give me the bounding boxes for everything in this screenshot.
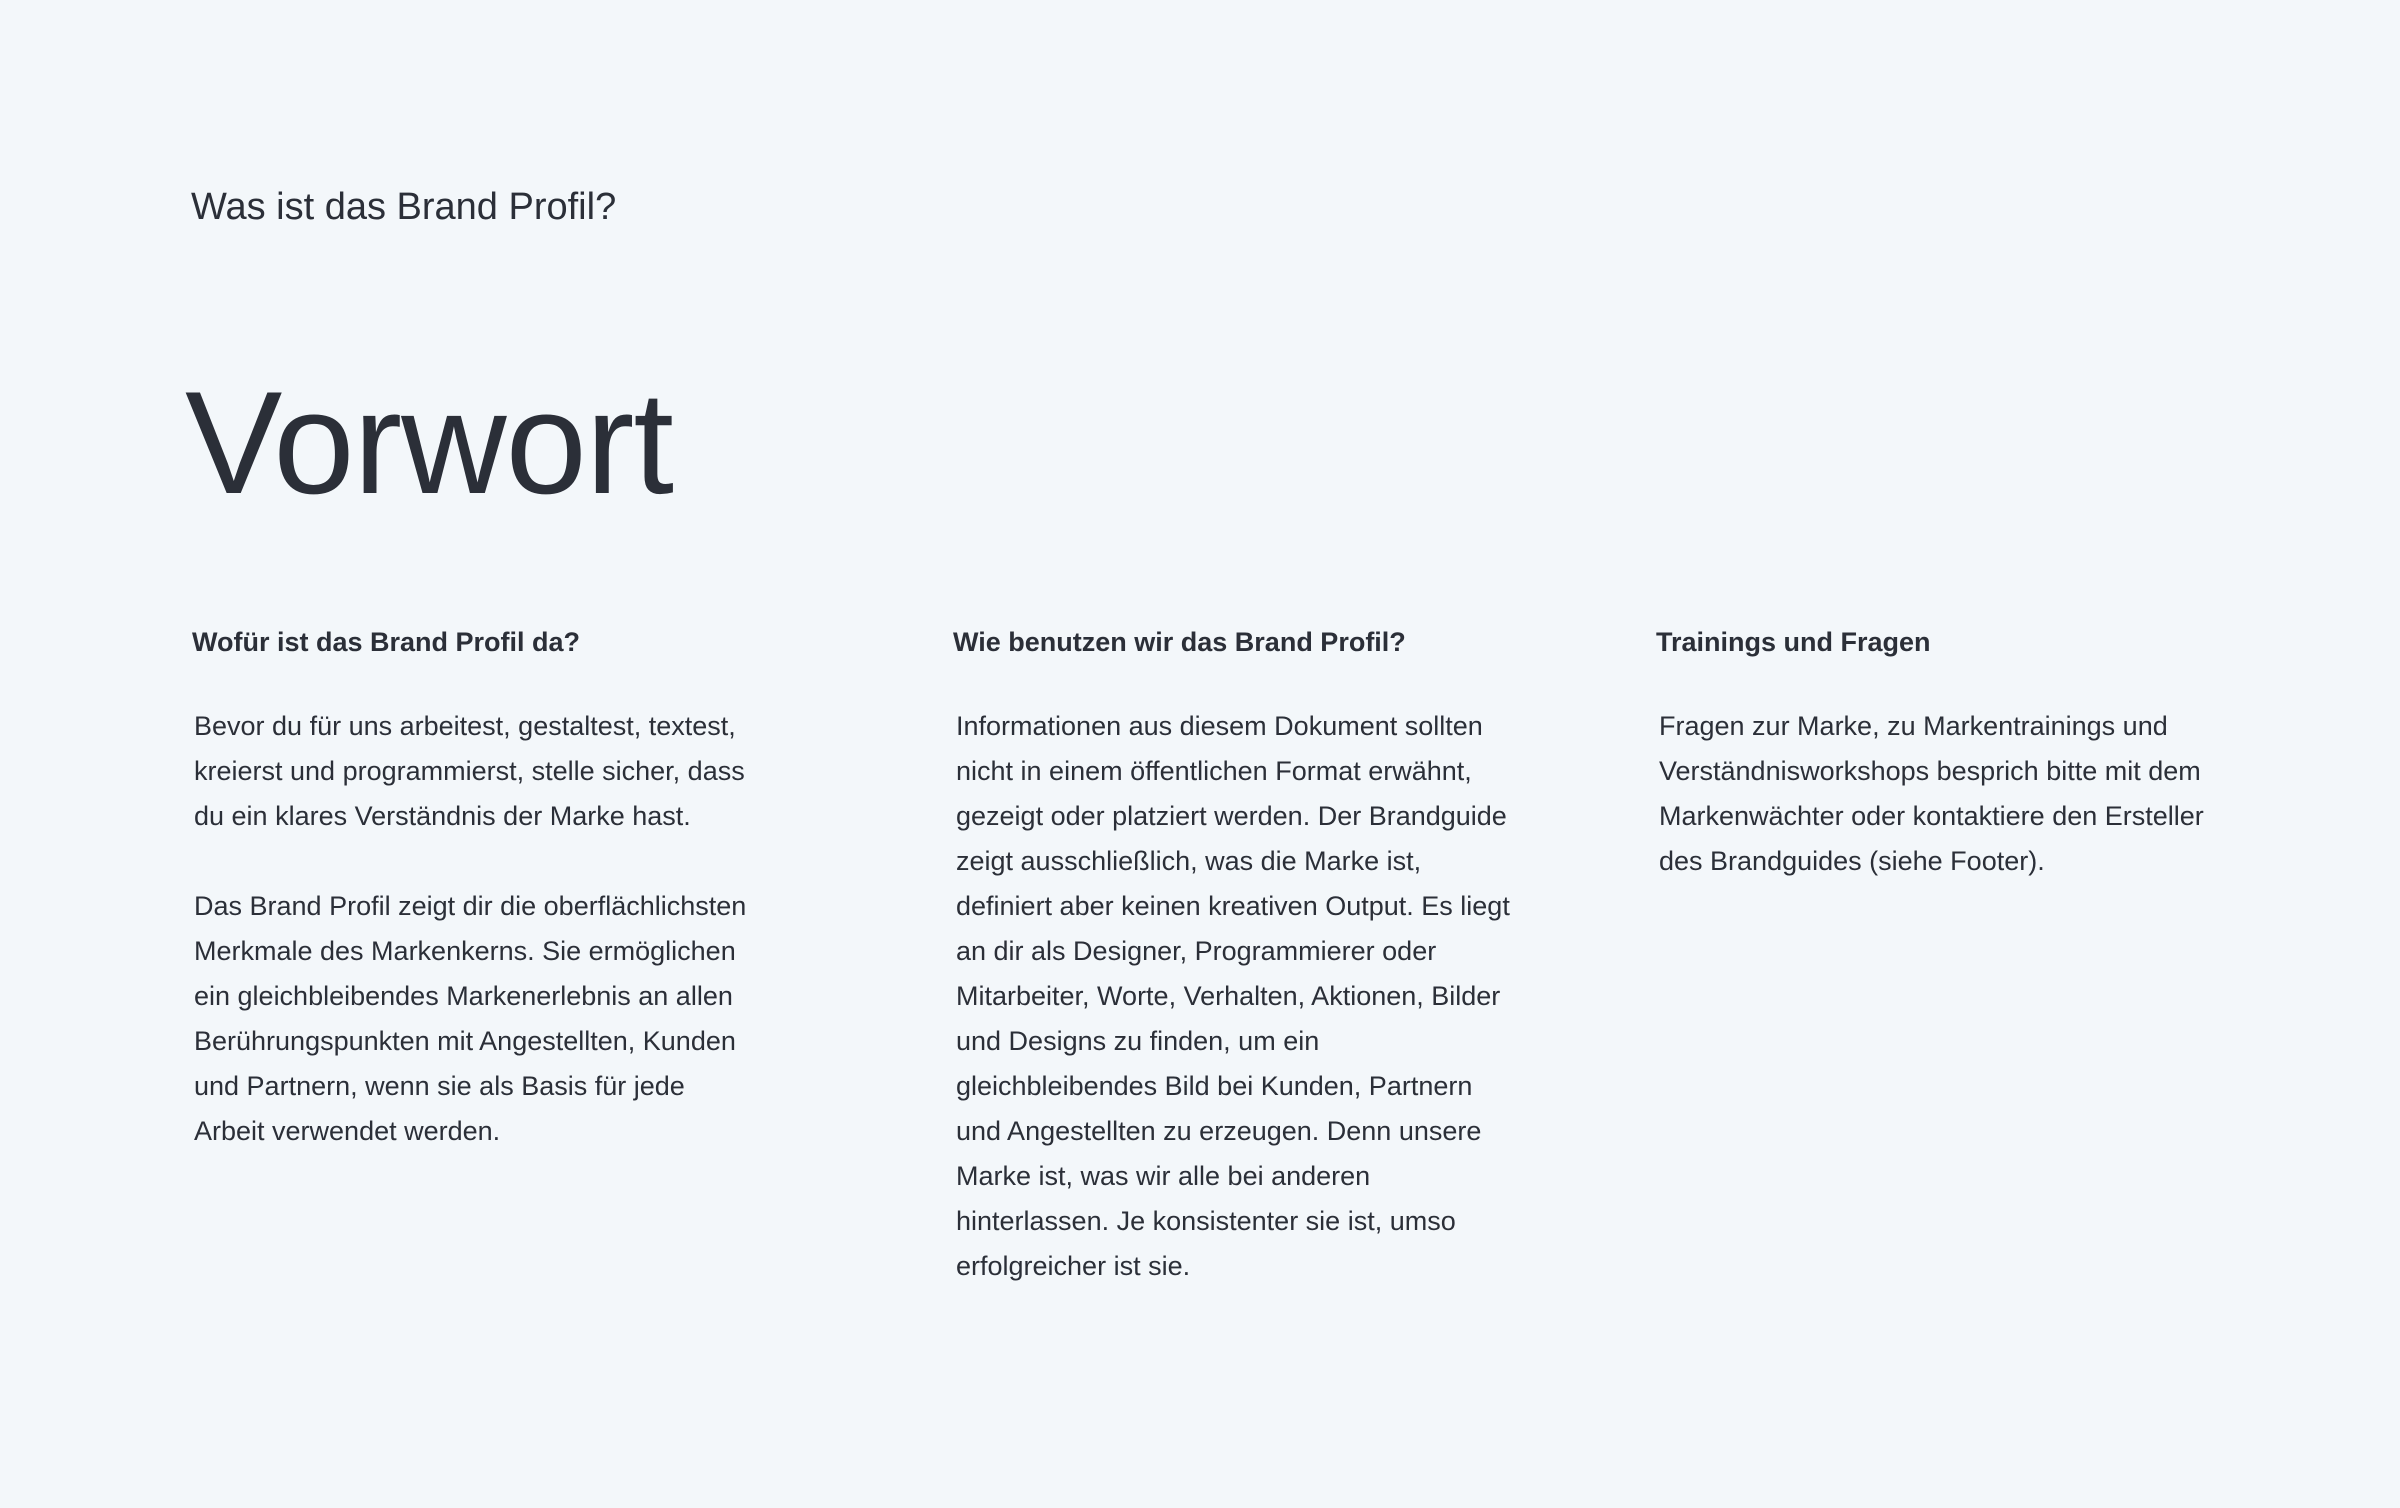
text-line: du ein klares Verständnis der Marke hast. bbox=[194, 801, 691, 831]
text-line: kreierst und programmierst, stelle sicher, dass bbox=[194, 756, 745, 786]
text-line: nicht in einem öffentlichen Format erwähnt, bbox=[956, 756, 1472, 786]
text-line: Merkmale des Markenkerns. Sie ermöglichen bbox=[194, 936, 736, 966]
text-line: Arbeit verwendet werden. bbox=[194, 1116, 501, 1146]
column-body bbox=[192, 704, 832, 1154]
text-line: des Brandguides (siehe Footer). bbox=[1659, 846, 2045, 876]
column-purpose bbox=[192, 620, 832, 1199]
paragraph bbox=[956, 704, 1593, 1289]
paragraph bbox=[194, 704, 832, 839]
text-line: und Angestellten zu erzeugen. Denn unsere bbox=[956, 1116, 1482, 1146]
text-line: gleichbleibendes Bild bei Kunden, Partnern bbox=[956, 1071, 1473, 1101]
paragraph bbox=[194, 884, 832, 1154]
column-heading: Trainings und Fragen bbox=[1656, 627, 1931, 657]
text-line: ein gleichbleibendes Markenerlebnis an allen bbox=[194, 981, 733, 1011]
text-line: Berührungspunkten mit Angestellten, Kunden bbox=[194, 1026, 736, 1056]
text-line: definiert aber keinen kreativen Output. Es liegt bbox=[956, 891, 1510, 921]
text-line: Informationen aus diesem Dokument sollten bbox=[956, 711, 1483, 741]
text-line: Bevor du für uns arbeitest, gestaltest, textest, bbox=[194, 711, 736, 741]
text-line: an dir als Designer, Programmierer oder bbox=[956, 936, 1437, 966]
text-line: erfolgreicher ist sie. bbox=[956, 1251, 1191, 1281]
text-line: Markenwächter oder kontaktiere den Ersteller bbox=[1659, 801, 2204, 831]
column-body bbox=[953, 704, 1593, 1289]
column-body bbox=[1656, 704, 2256, 884]
column-trainings bbox=[1656, 620, 2256, 929]
paragraph bbox=[1659, 704, 2256, 884]
column-heading: Wofür ist das Brand Profil da? bbox=[192, 627, 581, 657]
text-line: Verständnisworkshops besprich bitte mit dem bbox=[1659, 756, 2201, 786]
column-usage bbox=[953, 620, 1593, 1334]
page-title: Vorwort bbox=[185, 361, 673, 524]
text-line: Marke ist, was wir alle bei anderen bbox=[956, 1161, 1371, 1191]
text-line: und Designs zu finden, um ein bbox=[956, 1026, 1320, 1056]
text-line: und Partnern, wenn sie als Basis für jede bbox=[194, 1071, 685, 1101]
text-line: Fragen zur Marke, zu Markentrainings und bbox=[1659, 711, 2168, 741]
text-line: gezeigt oder platziert werden. Der Brandguide bbox=[956, 801, 1507, 831]
text-line: Mitarbeiter, Worte, Verhalten, Aktionen, Bilder bbox=[956, 981, 1501, 1011]
section-eyebrow: Was ist das Brand Profil? bbox=[191, 186, 617, 228]
text-line: Das Brand Profil zeigt dir die oberflächlichsten bbox=[194, 891, 747, 921]
column-heading: Wie benutzen wir das Brand Profil? bbox=[953, 627, 1406, 657]
text-line: zeigt ausschließlich, was die Marke ist, bbox=[956, 846, 1422, 876]
text-line: hinterlassen. Je konsistenter sie ist, umso bbox=[956, 1206, 1456, 1236]
